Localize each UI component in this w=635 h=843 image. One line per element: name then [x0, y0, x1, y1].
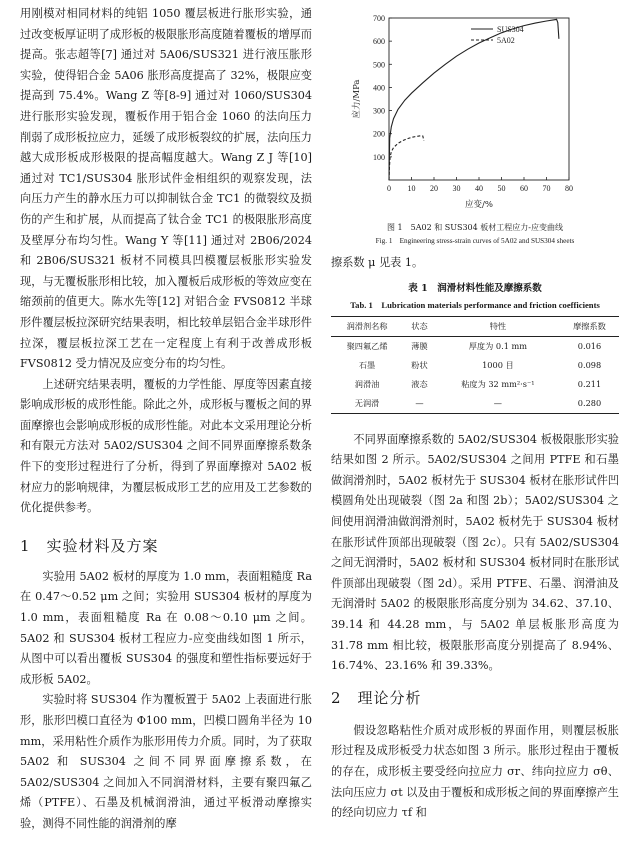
table-cell: 1000 目	[482, 359, 514, 370]
table-cell: 液态	[411, 378, 428, 389]
table-row	[331, 356, 619, 375]
table-header-row	[331, 316, 619, 336]
figure-1	[331, 4, 619, 219]
x-tick-label: 20	[430, 184, 438, 193]
table-title-cn: 表 1 润滑材料性能及摩擦系数	[408, 282, 542, 294]
y-tick-label: 700	[373, 14, 385, 23]
table-cell: —	[403, 394, 436, 414]
table-cell: 0.098	[577, 359, 602, 370]
friction-table	[331, 316, 619, 414]
table-title-en: Tab. 1 Lubrication materials performance and friction coefficients	[350, 299, 600, 310]
section-heading: 1 实验材料及方案	[20, 536, 159, 555]
table-cell: 0.211	[577, 378, 602, 389]
x-tick-label: 70	[542, 184, 551, 193]
x-tick-label: 50	[497, 184, 506, 193]
right-column	[331, 4, 619, 824]
legend-label: 5A02	[497, 36, 515, 45]
body-paragraph: 实验时将 SUS304 作为覆板置于 5A02 上表面进行胀形，胀形凹模口直径为 Φ100 mm，凹模口圆角半径为 10 mm，采用粘性介质作为胀形用传力介质。同时，为了获取 5A02 和 SUS304 之间不同界面摩擦系数，在 5A02/SUS304 之间加入不同润滑材料，主要有聚四氟乙烯（PTFE）、石墨及机械润滑油，通过平板滑动摩擦实验，测得不同性能的润滑剂的摩	[20, 693, 312, 830]
table-cell: —	[436, 394, 560, 414]
x-tick-label: 80	[565, 184, 573, 193]
y-tick-label: 600	[373, 37, 385, 47]
table-header-cell: 状态	[403, 316, 436, 336]
legend-label: SUS304	[497, 25, 524, 34]
left-column	[20, 4, 312, 835]
body-paragraph: 上述研究结果表明，覆板的力学性能、厚度等因素直接影响成形板的成形性能。除此之外，成形板与覆板之间的界面摩擦也会影响成形板的成形性能。对此本文采用理论分析和有限元方法对 5A02/SUS304 之间不同界面摩擦系数条件下的变形过程进行了分析，得到了界面摩擦对 5A02 板材应力的影响规律，为覆层板成形工艺的应用及工艺参数的优化提供参考。	[20, 377, 312, 515]
figure-caption-en: Fig. 1 Engineering stress-strain curves of 5A02 and SUS304 sheets	[375, 237, 575, 245]
y-tick-label: 100	[373, 152, 385, 162]
y-tick-label: 300	[373, 106, 385, 116]
x-tick-label: 0	[387, 184, 391, 193]
plot-frame	[389, 18, 569, 180]
table-cell: 石墨	[358, 359, 376, 370]
table-header-cell: 摩擦系数	[560, 316, 619, 336]
table-header-cell: 特性	[436, 316, 560, 336]
table-cell: 粉状	[411, 359, 428, 370]
series-line-5a02	[389, 136, 424, 180]
table-cell: 聚四氟乙烯	[346, 340, 388, 351]
series-line-sus304	[389, 19, 559, 180]
table-row	[331, 394, 619, 414]
body-paragraph: 不同界面摩擦系数的 5A02/SUS304 板极限胀形实验结果如图 2 所示。5A02/SUS304 之间用 PTFE 和石墨做润滑剂时，5A02 板材先于 SUS304 板材在胀形试件凹模圆角处出现破裂（图 2a 和图 2b）；5A02/SUS304 之间使用润滑油做润滑剂时，5A02 板材先于 SUS304 板材在胀形试件顶部出现破裂（图 2c）。只有 5A02/SUS304 之间无润滑时，5A02 板材和 SUS304 板材同时在胀形试件顶部出现破裂（图 2d）。采用 PTFE、石墨、润滑油及无润滑时 5A02 的极限胀形高度分别为 34.62、37.10、39.14 和 44.28 mm，与 5A02 单层板胀形高度为 31.78 mm 相比较，极限胀形高度分别提高了 8.94%、16.74%、23.16% 和 39.33%。	[331, 432, 619, 673]
x-tick-label: 60	[520, 184, 528, 193]
table-cell: 0.280	[560, 394, 619, 414]
x-tick-label: 30	[452, 184, 461, 193]
body-paragraph: 假设忽略粘性介质对成形板的界面作用，则覆层板胀形过程及成形板受力状态如图 3 所示。胀形过程由于覆板的存在，成形板主要受经向拉应力 σr、纬向拉应力 σθ、法向压应力 σt 以及由于覆板和成形板之间的界面摩擦产生的经向切应力 τf 和	[331, 723, 619, 820]
x-axis-label: 应变/%	[465, 200, 493, 210]
y-tick-label: 400	[373, 83, 385, 93]
y-axis-label: 应力/MPa	[352, 79, 362, 119]
body-paragraph: 擦系数 μ 见表 1。	[331, 256, 424, 269]
table-cell: 0.016	[577, 340, 602, 351]
table-cell: 厚度为 0.1 mm	[468, 340, 528, 351]
body-paragraph: 实验用 5A02 板材的厚度为 1.0 mm，表面粗糙度 Ra 在 0.47～0.52 μm 之间；实验用 SUS304 板材的厚度为 1.0 mm，表面粗糙度 Ra 在 0.08～0.10 μm 之间。5A02 和 SUS304 板材工程应力-应变曲线如图 1 所示，从图中可以看出覆板 SUS304 的强度和塑性指标要远好于成形板 5A02。	[20, 569, 312, 686]
table-cell: 薄膜	[411, 340, 428, 351]
table-cell: 润滑油	[354, 378, 380, 389]
x-tick-label: 10	[407, 184, 416, 193]
y-tick-label: 200	[373, 129, 385, 139]
table-header-cell: 润滑剂名称	[331, 316, 403, 336]
section-heading: 2 理论分析	[331, 688, 422, 707]
figure-caption-cn: 图 1 5A02 和 SUS304 板材工程应力-应变曲线	[387, 223, 563, 232]
table-cell: 无润滑	[331, 394, 403, 414]
x-tick-label: 40	[475, 184, 483, 193]
y-tick-label: 500	[373, 60, 385, 70]
stress-strain-chart	[331, 4, 619, 219]
body-paragraph: 用刚模对相同材料的纯铝 1050 覆层板进行胀形实验，通过改变板厚证明了成形板的极限胀形高度随着覆板的增厚而提高。张志超等[7] 通过对 5A06/SUS321 进行液压胀形实验，使得铝合金 5A06 胀形高度提高了 32%，极限应变提高到 75.4%。Wang Z 等[8-9] 通过对 1060/SUS304 进行胀形实验发现，覆板作用于铝合金 1060 的法向压力削弱了成形板拉应力，延缓了成形板裂纹的扩展，法向压力越大成形板成形极限的提高幅度越大。Wang Z J 等[10] 通过对 TC1/SUS304 胀形试件金相组织的观察发现，法向压力产生的静水压力可以抑制钛合金 TC1 的微裂纹及损伤的产生和扩展，从而提高了钛合金 TC1 的极限胀形高度及壁厚分布均匀性。Wang Y 等[11] 通过对 2B06/2024 和 2B06/SUS321 板材不同模具凹模覆层板胀形实验发现，与无覆板胀形相比较，加入覆板后成形板的等效应变在缩颈前的值更大。陈水先等[12] 对铝合金 FVS0812 半球形件覆层板拉深研究结果表明，相比较单层铝合金半球形件拉深，覆层板拉深工艺在一定程度上有利于改善成形板 FVS0812 受力情况及应变分布的均匀性。	[20, 7, 312, 371]
table-row	[331, 375, 619, 394]
table-cell: 粘度为 32 mm²·s⁻¹	[461, 378, 535, 389]
table-row	[331, 336, 619, 356]
